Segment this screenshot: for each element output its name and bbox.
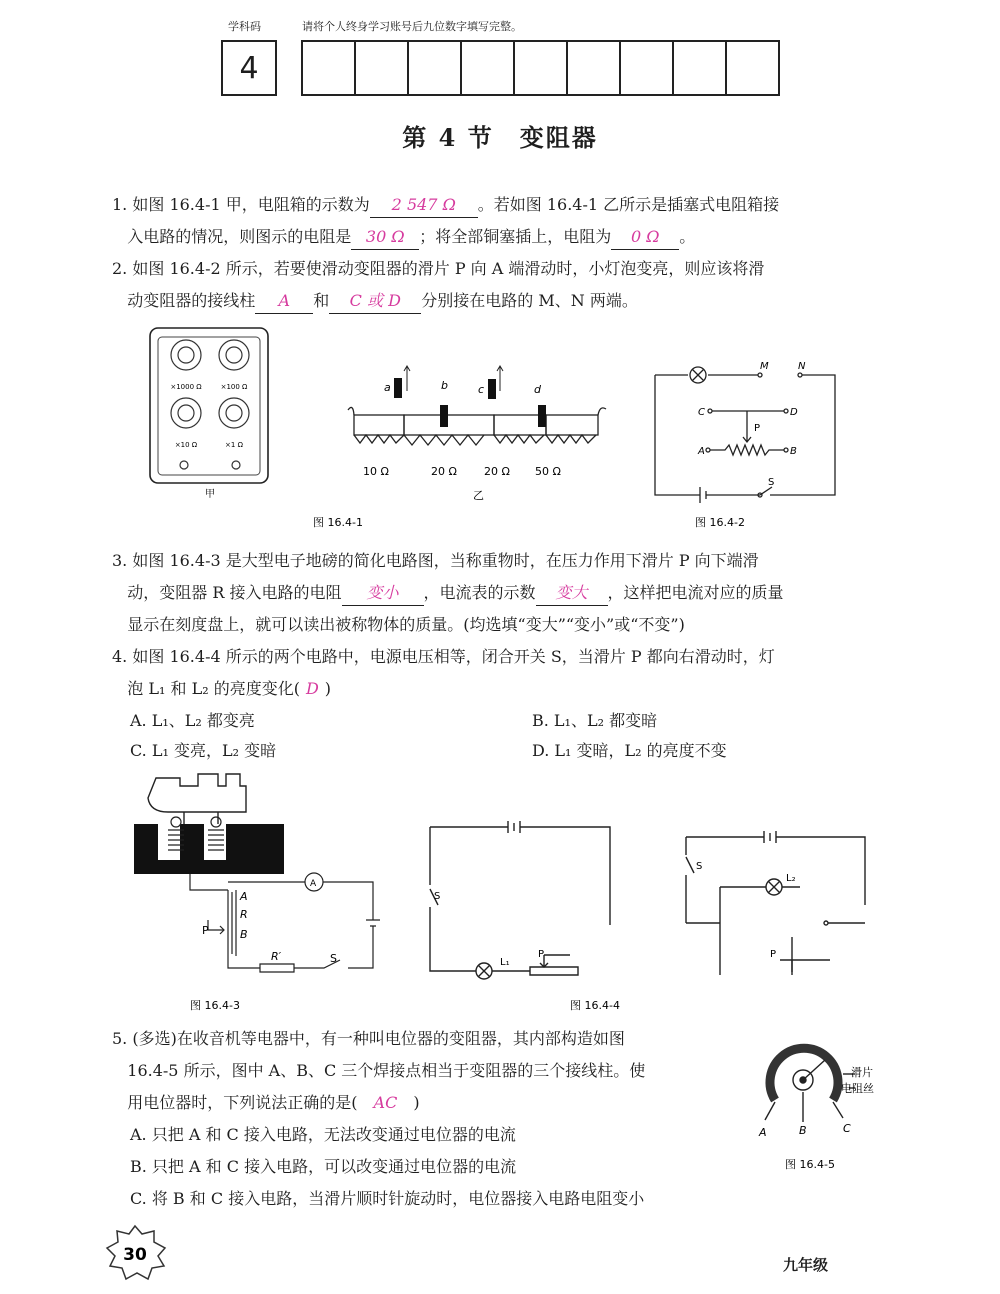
q5-option-a: A. 只把 A 和 C 接入电路，无法改变通过电位器的电流: [130, 1125, 516, 1144]
fig4-S1: S: [434, 891, 441, 902]
fig5-C: C: [843, 1122, 851, 1135]
fig3-R: R: [240, 908, 248, 921]
fig3-B: B: [240, 928, 248, 941]
id-digit-box[interactable]: [462, 42, 515, 94]
fig2-A: A: [698, 446, 705, 457]
q5-line3: 用电位器时，下列说法正确的是( AC ): [127, 1093, 420, 1112]
fig5-caption: 图 16.4-5: [785, 1158, 835, 1171]
res-50-label: 50 Ω: [535, 465, 561, 478]
q2-answer-1: A: [255, 289, 313, 314]
fig4-P2: P: [770, 949, 777, 960]
id-number-grid[interactable]: [301, 40, 780, 96]
dial-label-1000: ×1000 Ω: [170, 383, 202, 391]
q4-option-a: A. L₁、L₂ 都变亮: [130, 711, 255, 730]
subject-code-value: 4: [239, 50, 259, 86]
q1-answer-3: 0 Ω: [611, 225, 679, 250]
q1-answer-1: 2 547 Ω: [370, 193, 478, 218]
grade-label: 九年级: [783, 1256, 829, 1274]
fig5-A: A: [759, 1126, 767, 1139]
id-digit-box[interactable]: [356, 42, 409, 94]
q1-answer-2: 30 Ω: [351, 225, 419, 250]
q1-line1: 1. 如图 16.4-1 甲，电阻箱的示数为 2 547 Ω 。若如图 16.4-1 乙所示是插塞式电阻箱接: [112, 190, 902, 220]
id-digit-box[interactable]: [303, 42, 356, 94]
q3-line2: 动，变阻器 R 接入电路的电阻 变小 ，电流表的示数 变大 ，这样把电流对应的质量: [112, 578, 902, 608]
plug-a-label: a: [384, 381, 391, 394]
fig2-B: B: [790, 446, 797, 457]
fig5-wire-label: 电阻丝: [841, 1082, 874, 1095]
res-20b-label: 20 Ω: [484, 465, 510, 478]
fig1-yi-label: 乙: [473, 489, 484, 502]
section-title: 第 4 节 变阻器: [402, 123, 598, 152]
fig2-N: N: [798, 361, 806, 372]
fig1-caption: 图 16.4-1: [313, 516, 363, 529]
page-number-badge: [100, 1222, 170, 1282]
fig1-jia-label: 甲: [205, 489, 215, 500]
dial-label-1: ×1 Ω: [225, 441, 243, 449]
figure-16-4-5: [755, 1030, 890, 1175]
id-digit-box[interactable]: [621, 42, 674, 94]
id-digit-box[interactable]: [674, 42, 727, 94]
q3-answer-2: 变大: [536, 581, 608, 606]
plug-d-label: d: [534, 383, 541, 396]
fig3-S: S: [330, 952, 337, 965]
fig2-D: D: [790, 407, 798, 418]
figure-16-4-3: [128, 770, 398, 1015]
id-digit-box[interactable]: [727, 42, 778, 94]
q3-answer-1: 变小: [342, 581, 424, 606]
q5-line1: 5. (多选)在收音机等电器中，有一种叫电位器的变阻器，其内部构造如图: [112, 1029, 625, 1048]
q1-line2: 入电路的情况，则图示的电阻是 30 Ω ；将全部铜塞插上，电阻为 0 Ω 。: [112, 222, 902, 252]
dial-label-100: ×100 Ω: [220, 383, 248, 391]
fig5-B: B: [799, 1124, 807, 1137]
figure-16-4-2: [650, 355, 870, 535]
fig2-C: C: [698, 407, 705, 418]
fig3-Rprime: R′: [271, 950, 282, 963]
q3-line1: 3. 如图 16.4-3 是大型电子地磅的简化电路图，当称重物时，在压力作用下滑片 P 向下端滑: [112, 551, 759, 570]
q4-answer: D: [305, 679, 319, 698]
plug-b-label: b: [441, 379, 448, 392]
subject-code-box: [221, 40, 277, 96]
fig4-L1: L₁: [500, 957, 510, 968]
q4-line1: 4. 如图 16.4-4 所示的两个电路中，电源电压相等，闭合开关 S，当滑片 P 都向右滑动时，灯: [112, 647, 775, 666]
fig4-caption: 图 16.4-4: [570, 999, 620, 1012]
id-digit-box[interactable]: [568, 42, 621, 94]
figure-16-4-1: [148, 325, 618, 535]
page-number: 30: [123, 1245, 147, 1265]
q2-line2: 动变阻器的接线柱 A 和 C 或 D 分别接在电路的 M、N 两端。: [112, 286, 902, 316]
q5-option-b: B. 只把 A 和 C 接入电路，可以改变通过电位器的电流: [130, 1157, 517, 1176]
fig4-P1: P: [538, 949, 545, 960]
q2-line1: 2. 如图 16.4-2 所示，若要使滑动变阻器的滑片 P 向 A 端滑动时，小灯泡变亮，则应该将滑: [112, 259, 765, 278]
subject-code-label: 学科码: [228, 20, 261, 33]
res-20a-label: 20 Ω: [431, 465, 457, 478]
q4-line2: 泡 L₁ 和 L₂ 的亮度变化( D ): [127, 679, 332, 698]
q3-line3: 显示在刻度盘上，就可以读出被称物体的质量。(均选填“变大”“变小”或“不变”): [127, 615, 685, 634]
q5-line2: 16.4-5 所示，图中 A、B、C 三个焊接点相当于变阻器的三个接线柱。使: [127, 1061, 646, 1080]
fig3-ammeter: A: [310, 879, 317, 889]
q4-option-d: D. L₁ 变暗，L₂ 的亮度不变: [532, 741, 727, 760]
plug-c-label: c: [478, 383, 485, 396]
fig5-slider-label: 滑片: [851, 1066, 873, 1079]
figure-16-4-4: [420, 815, 890, 1015]
fig3-A: A: [240, 890, 248, 903]
dial-label-10: ×10 Ω: [174, 441, 198, 449]
fig3-P: P: [202, 924, 209, 937]
id-digit-box[interactable]: [515, 42, 568, 94]
fig2-M: M: [760, 361, 769, 372]
fig2-P: P: [754, 423, 761, 434]
q2-answer-2: C 或 D: [329, 289, 421, 314]
id-digit-box[interactable]: [409, 42, 462, 94]
fig2-caption: 图 16.4-2: [695, 516, 745, 529]
fig4-S2: S: [696, 861, 703, 872]
fig2-S: S: [768, 477, 775, 488]
id-instruction: 请将个人终身学习账号后九位数字填写完整。: [302, 20, 522, 33]
q4-option-c: C. L₁ 变亮，L₂ 变暗: [130, 741, 277, 760]
q5-answer: AC: [373, 1093, 398, 1112]
fig3-caption: 图 16.4-3: [190, 999, 240, 1012]
q5-option-c: C. 将 B 和 C 接入电路，当滑片顺时针旋动时，电位器接入电路电阻变小: [130, 1189, 645, 1208]
fig4-L2: L₂: [786, 873, 796, 884]
q4-option-b: B. L₁、L₂ 都变暗: [532, 711, 658, 730]
res-10-label: 10 Ω: [363, 465, 389, 478]
